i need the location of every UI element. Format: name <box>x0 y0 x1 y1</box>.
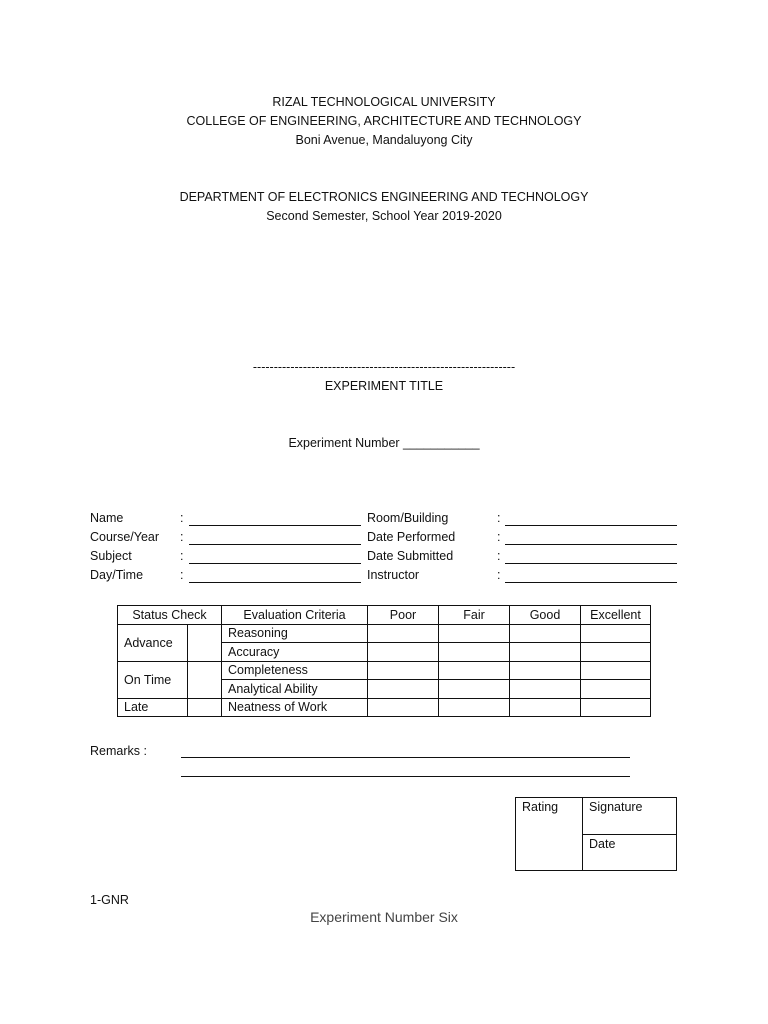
rating-signature-box <box>515 797 677 871</box>
score-cell[interactable] <box>581 661 651 680</box>
criteria-completeness: Completeness <box>222 661 368 680</box>
score-cell[interactable] <box>439 624 510 643</box>
remarks-label: Remarks : <box>90 744 147 758</box>
header-status-check: Status Check <box>118 606 222 625</box>
day-time-colon: : <box>180 568 184 582</box>
room-building-colon: : <box>497 511 501 525</box>
form-code: 1-GNR <box>90 893 129 907</box>
experiment-title-label: EXPERIMENT TITLE <box>324 379 444 393</box>
college-name: COLLEGE OF ENGINEERING, ARCHITECTURE AND TECHNOLOGY <box>186 114 582 128</box>
room-building-line[interactable] <box>505 525 677 526</box>
score-cell[interactable] <box>581 680 651 699</box>
score-cell[interactable] <box>439 698 510 717</box>
table-row <box>118 624 651 643</box>
name-line[interactable] <box>189 525 361 526</box>
name-label: Name <box>90 511 124 525</box>
table-row <box>118 698 651 717</box>
instructor-colon: : <box>497 568 501 582</box>
date-submitted-colon: : <box>497 549 501 563</box>
table-row <box>118 661 651 680</box>
score-cell[interactable] <box>581 698 651 717</box>
status-late-check[interactable] <box>188 698 222 717</box>
subject-colon: : <box>180 549 184 563</box>
score-cell[interactable] <box>439 680 510 699</box>
score-cell[interactable] <box>510 698 581 717</box>
status-on-time: On Time <box>118 661 188 698</box>
semester-line: Second Semester, School Year 2019-2020 <box>266 209 502 223</box>
score-cell[interactable] <box>510 643 581 662</box>
course-year-line[interactable] <box>189 544 361 545</box>
date-performed-colon: : <box>497 530 501 544</box>
date-performed-line[interactable] <box>505 544 677 545</box>
title-dash-line: --------------------------------------------------------------- <box>252 360 516 374</box>
instructor-label: Instructor <box>367 568 420 582</box>
score-cell[interactable] <box>581 643 651 662</box>
score-cell[interactable] <box>581 624 651 643</box>
rating-box-horizontal-divider <box>582 834 676 835</box>
status-on-time-check[interactable] <box>188 661 222 698</box>
date-submitted-label: Date Submitted <box>367 549 454 563</box>
remarks-line-2[interactable] <box>181 776 630 777</box>
table-header-row <box>118 606 651 625</box>
remarks-line-1[interactable] <box>181 757 630 758</box>
score-cell[interactable] <box>439 643 510 662</box>
university-name: RIZAL TECHNOLOGICAL UNIVERSITY <box>272 95 496 109</box>
rating-label: Rating <box>522 800 559 814</box>
status-late: Late <box>118 698 188 717</box>
score-cell[interactable] <box>510 680 581 699</box>
status-advance-check[interactable] <box>188 624 222 661</box>
score-cell[interactable] <box>368 624 439 643</box>
page-caption: Experiment Number Six <box>310 909 458 925</box>
subject-line[interactable] <box>189 563 361 564</box>
day-time-label: Day/Time <box>90 568 144 582</box>
department-name: DEPARTMENT OF ELECTRONICS ENGINEERING AND TECHNOLOGY <box>179 190 589 204</box>
header-poor: Poor <box>368 606 439 625</box>
header-evaluation-criteria: Evaluation Criteria <box>222 606 368 625</box>
experiment-number-field: Experiment Number ___________ <box>288 436 480 450</box>
header-excellent: Excellent <box>581 606 651 625</box>
status-advance: Advance <box>118 624 188 661</box>
date-submitted-line[interactable] <box>505 563 677 564</box>
college-address: Boni Avenue, Mandaluyong City <box>295 133 473 147</box>
instructor-line[interactable] <box>505 582 677 583</box>
score-cell[interactable] <box>439 661 510 680</box>
criteria-neatness-of-work: Neatness of Work <box>222 698 368 717</box>
score-cell[interactable] <box>368 698 439 717</box>
criteria-reasoning: Reasoning <box>222 624 368 643</box>
name-colon: : <box>180 511 184 525</box>
subject-label: Subject <box>90 549 132 563</box>
date-label: Date <box>589 837 616 851</box>
day-time-line[interactable] <box>189 582 361 583</box>
course-year-label: Course/Year <box>90 530 160 544</box>
score-cell[interactable] <box>510 661 581 680</box>
signature-label: Signature <box>589 800 643 814</box>
score-cell[interactable] <box>368 643 439 662</box>
score-cell[interactable] <box>510 624 581 643</box>
criteria-analytical-ability: Analytical Ability <box>222 680 368 699</box>
score-cell[interactable] <box>368 680 439 699</box>
date-performed-label: Date Performed <box>367 530 456 544</box>
score-cell[interactable] <box>368 661 439 680</box>
evaluation-table <box>117 605 651 717</box>
course-year-colon: : <box>180 530 184 544</box>
header-good: Good <box>510 606 581 625</box>
criteria-accuracy: Accuracy <box>222 643 368 662</box>
room-building-label: Room/Building <box>367 511 449 525</box>
header-fair: Fair <box>439 606 510 625</box>
